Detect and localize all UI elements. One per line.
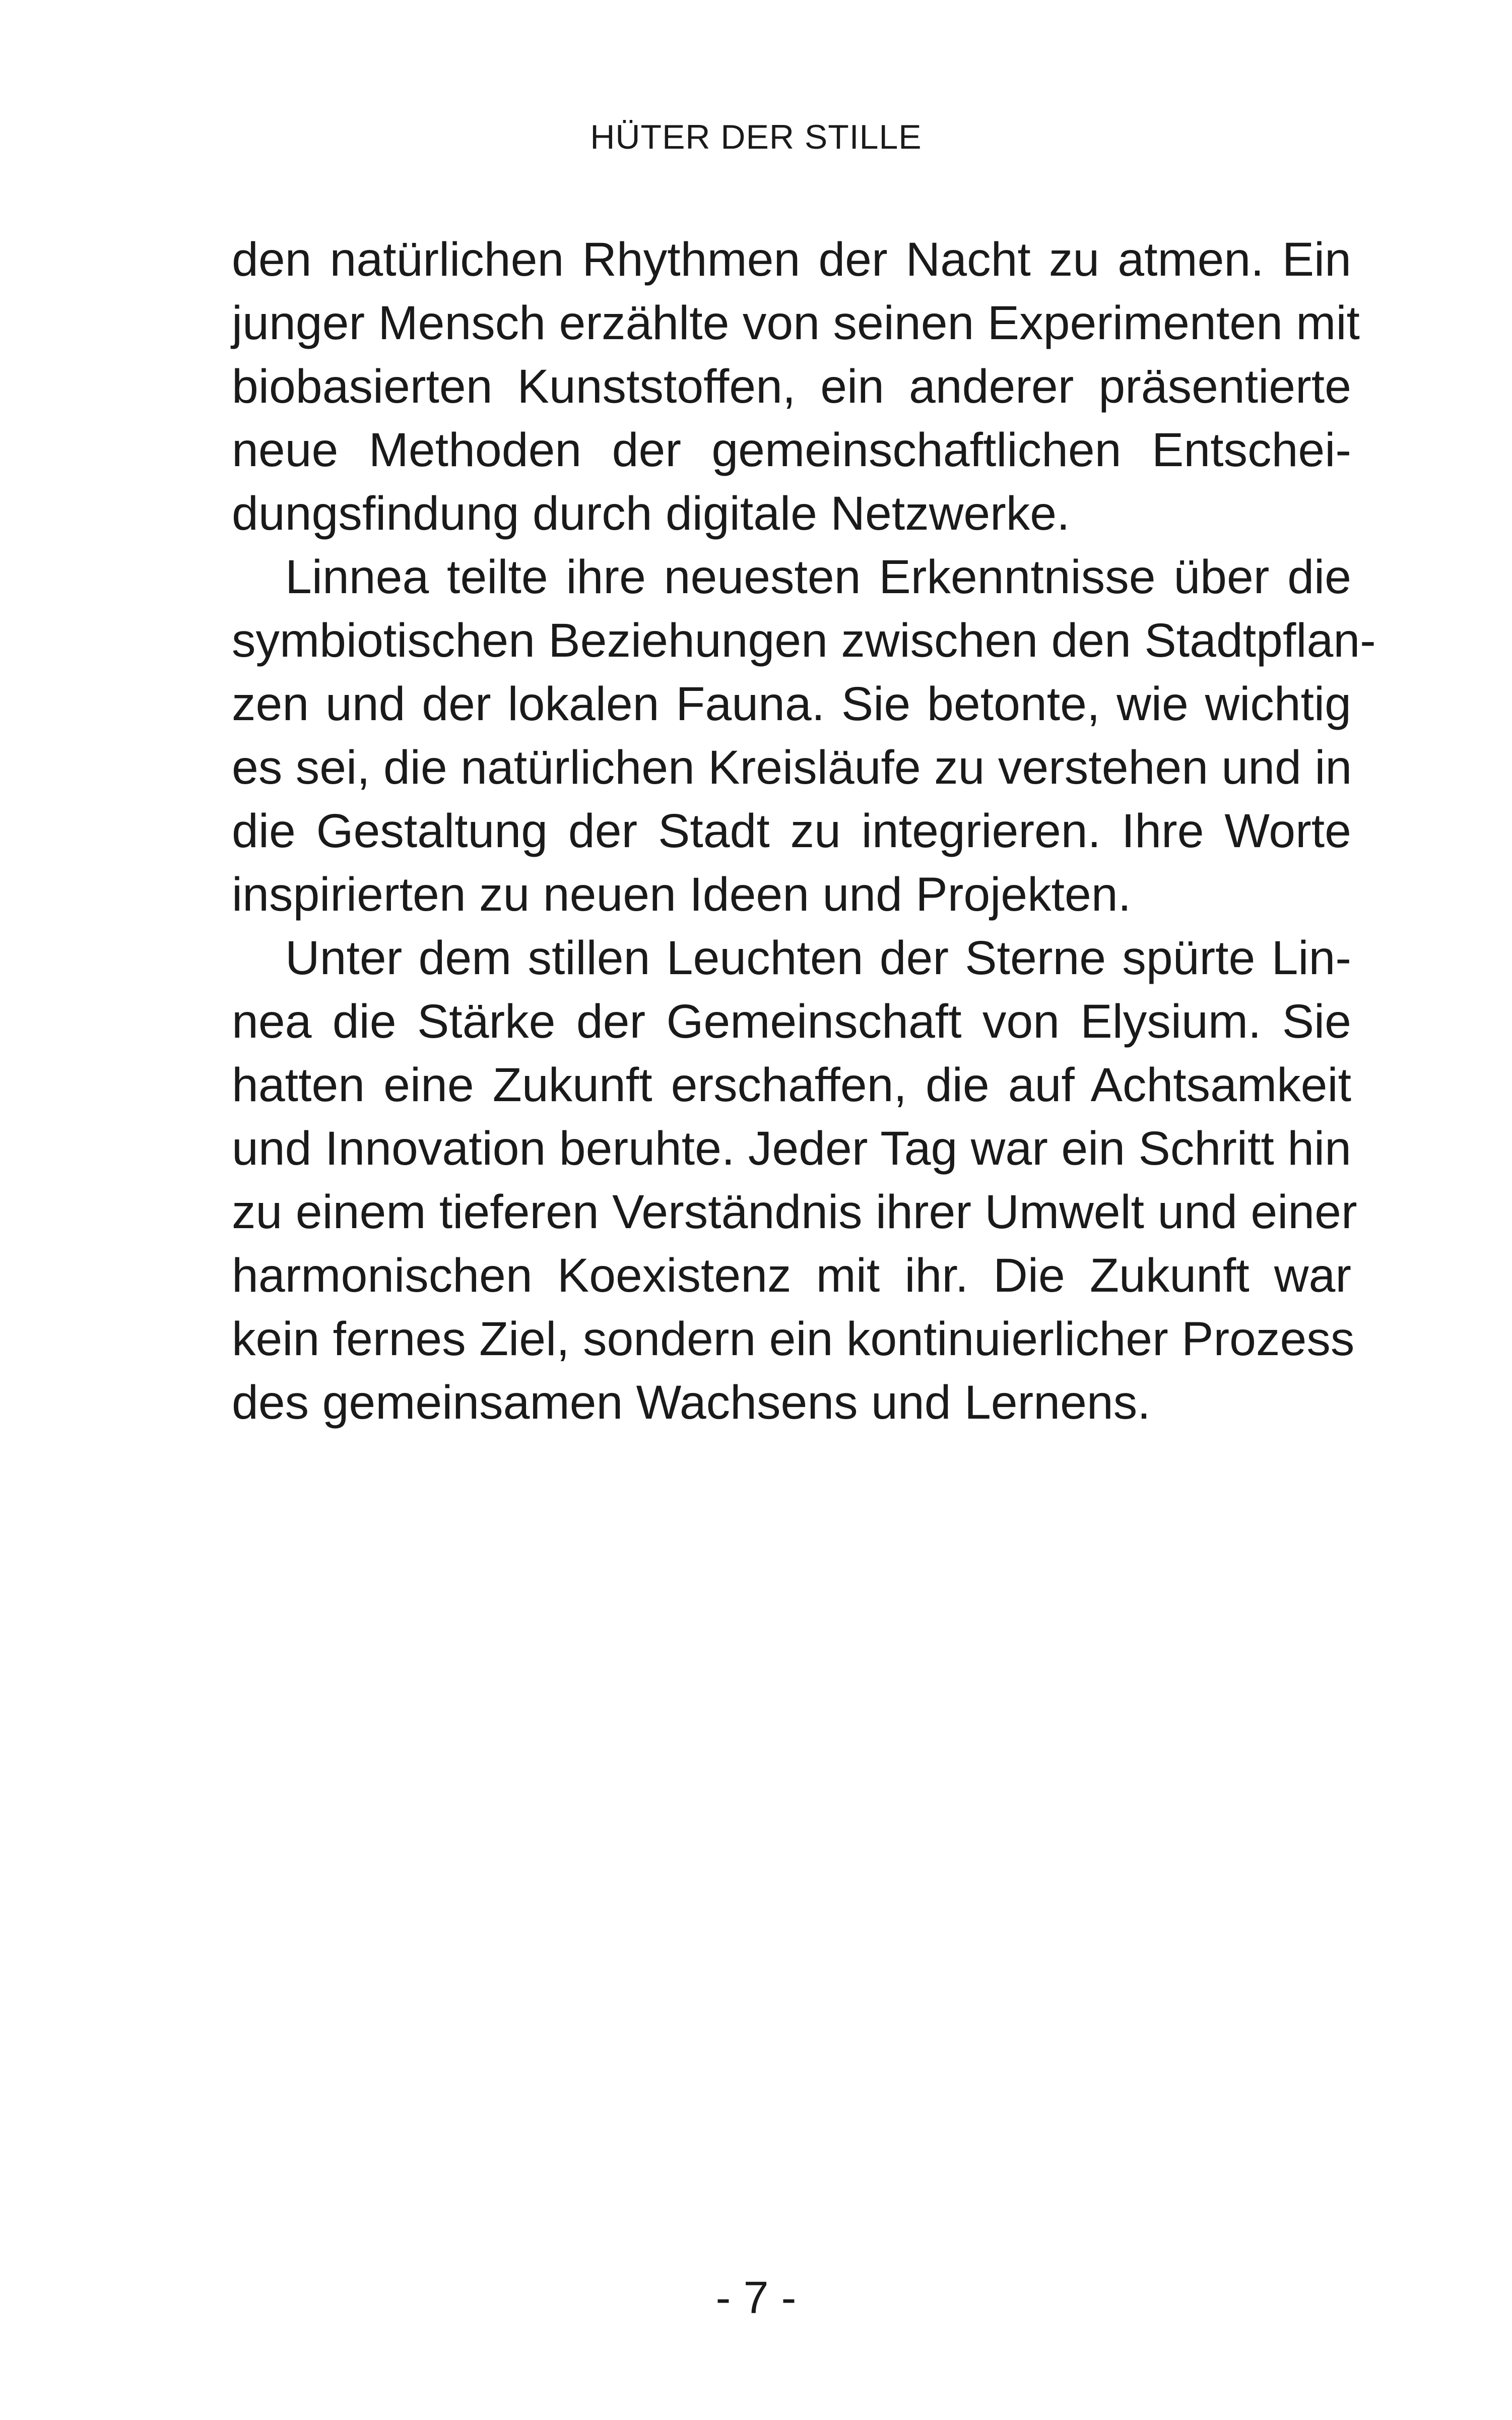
text-line: symbiotischen Beziehungen zwischen den Stadtpflan- [232, 614, 1376, 667]
text-line: die Gestaltung der Stadt zu integrieren. Ihre Worte [232, 804, 1351, 858]
text-line: Unter dem stillen Leuchten der Sterne spürte Lin- [285, 931, 1351, 985]
text-line: neue Methoden der gemeinschaftlichen Entschei- [232, 423, 1351, 477]
text-line: und Innovation beruhte. Jeder Tag war ein Schritt hin [232, 1122, 1351, 1175]
text-line: Linnea teilte ihre neuesten Erkenntnisse über die [285, 550, 1351, 604]
text-line: harmonischen Koexistenz mit ihr. Die Zukunft war [232, 1249, 1351, 1302]
text-line: zu einem tieferen Verständnis ihrer Umwelt und einer [232, 1185, 1357, 1239]
running-header: HÜTER DER STILLE [590, 118, 922, 156]
body-text [232, 228, 1376, 1434]
text-line: hatten eine Zukunft erschaffen, die auf Achtsamkeit [232, 1058, 1351, 1112]
text-line: nea die Stärke der Gemeinschaft von Elysium. Sie [232, 995, 1351, 1048]
text-line: zen und der lokalen Fauna. Sie betonte, wie wichtig [232, 677, 1351, 731]
page-number: - 7 - [715, 2273, 797, 2323]
text-line: biobasierten Kunststoffen, ein anderer präsentierte [232, 360, 1351, 413]
text-line: des gemeinsamen Wachsens und Lernens. [232, 1376, 1151, 1429]
text-line: dungsfindung durch digitale Netzwerke. [232, 487, 1070, 540]
text-line: junger Mensch erzählte von seinen Experimenten mit [232, 296, 1360, 350]
text-line: inspirierten zu neuen Ideen und Projekten. [232, 868, 1132, 921]
text-line: es sei, die natürlichen Kreisläufe zu verstehen und in [232, 741, 1352, 794]
text-line: den natürlichen Rhythmen der Nacht zu atmen. Ein [232, 233, 1351, 286]
text-line: kein fernes Ziel, sondern ein kontinuierlicher Prozess [232, 1312, 1355, 1366]
